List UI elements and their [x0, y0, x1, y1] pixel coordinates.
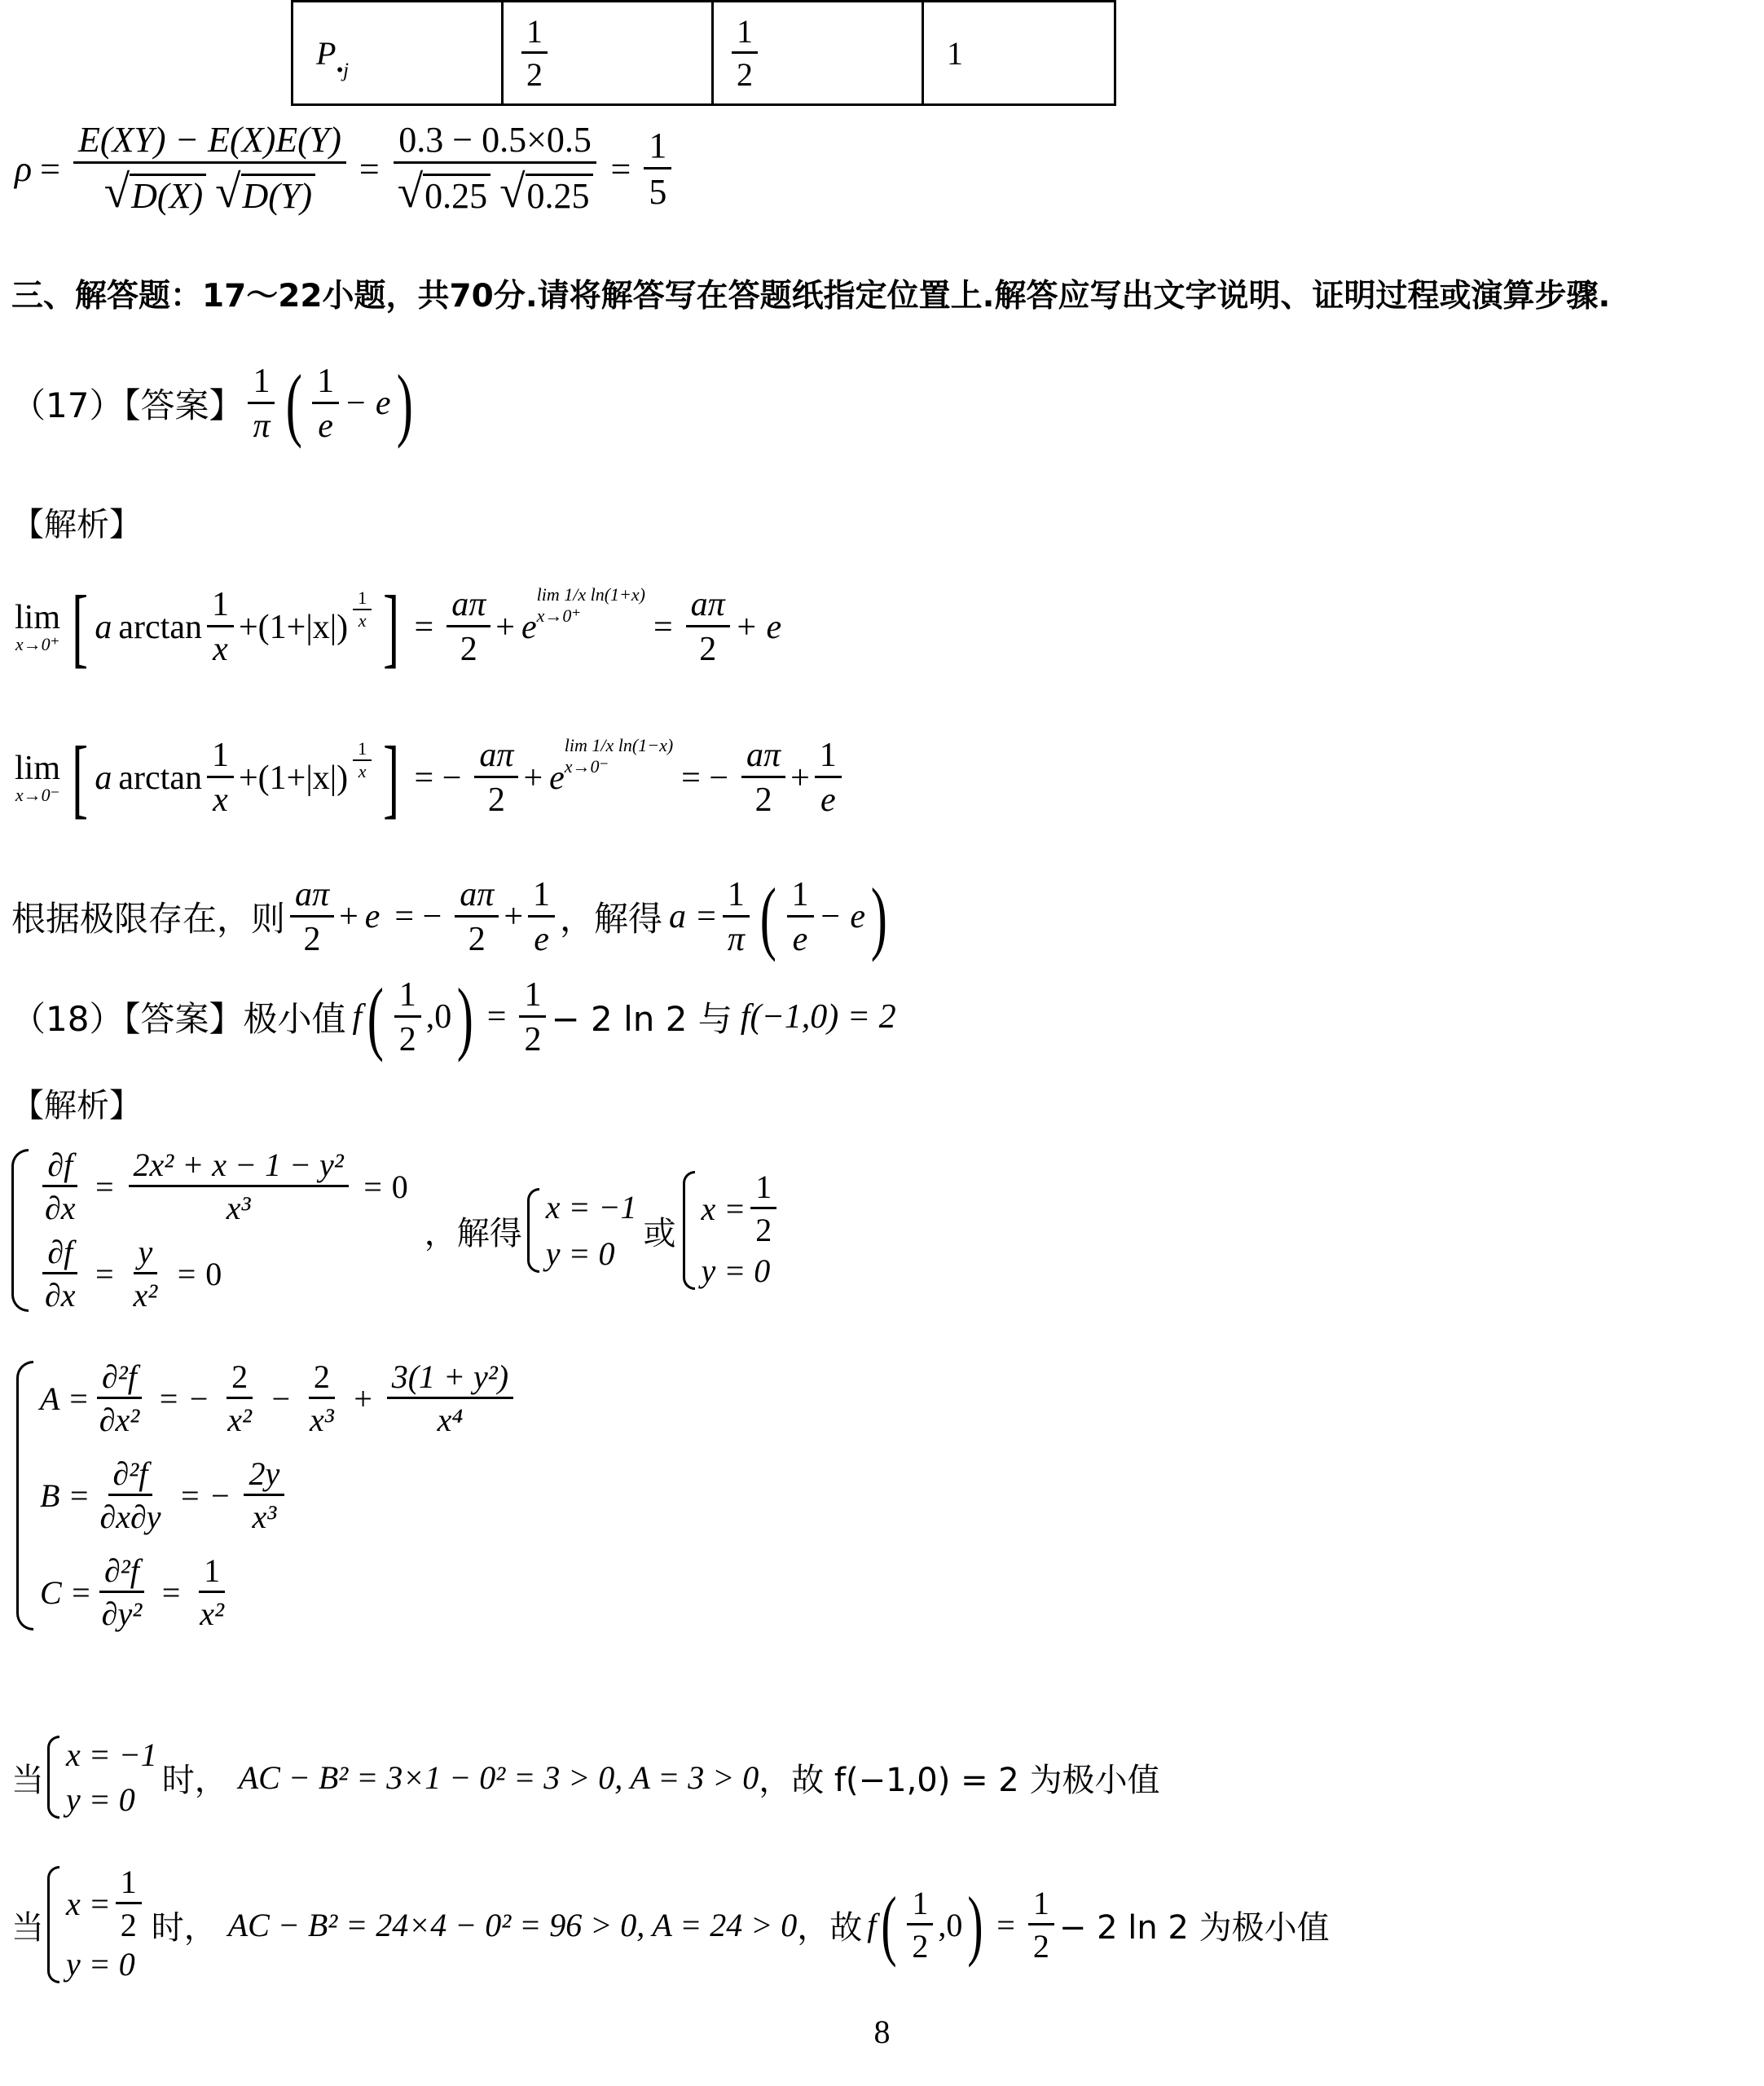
q18-case-1: 当 x = −1 y = 0 时， AC − B² = 3×1 − 0² = 3 > 0, A = 3 > 0 ，故 f(−1,0) = 2 为极小值 [11, 1736, 1160, 1818]
table-cell [923, 2, 1115, 105]
q17-analysis-heading: 【解析】 [11, 506, 142, 544]
q17-inner-tail: − e [344, 385, 391, 423]
fx-numerator: 2x² + x − 1 − y² [129, 1149, 349, 1187]
rho-den-val-b: 0.25 [526, 174, 593, 215]
row-label: P [316, 34, 337, 72]
q18-label: （18）【答案】极小值 [11, 999, 346, 1040]
q17-ans-den: π [253, 407, 271, 445]
arctan-word: arctan [118, 608, 202, 646]
lim-sub: x→0⁺ [15, 633, 60, 654]
row-label-cell [293, 2, 503, 105]
q17-answer: （17）【答案】 $\frac{1}{\pi}$ ( $\frac{1}{e}$ − e ) [11, 358, 413, 449]
cell-den: 2 [737, 55, 753, 93]
rho-num-values: 0.3 − 0.5×0.5 [394, 122, 596, 164]
q17-ans-num: 1 [248, 364, 275, 404]
table-cell [713, 2, 923, 105]
q17-label: （17）【答案】 [11, 385, 244, 426]
cell-num: 1 [732, 15, 758, 54]
q18-abc-system: A = $\frac{\text{∂²f}}{\text{∂x²}}$ = − $\frac{2}{\text{x²}}$ − $\frac{2}{\text{x³}}$ + $\frac{\text{3(1 + y²)}}{\text{x⁴}}$ B = $\frac{\text{∂²f}}{\partial x\partial y}$ = − $\frac{2y}{\text{x³}}$ C = $\frac{\text{∂²f}}{\text{∂y²}}$ = $\frac{1}{\text{x²}}$ [16, 1361, 518, 1631]
q17-inner-den: e [318, 407, 333, 445]
lim-sub: x→0⁻ [15, 784, 60, 805]
q17-limit-right: lim x→0⁺ [ a arctan $\frac{1}{x}$ + (1+|x|) $\frac{1}{x}$ ] = $\frac{a\pi}{2}$ + e lim 1/x ln(1+x) x→0⁺ = $\frac{a\pi}{2}$ + e [15, 578, 782, 676]
q18-answer: （18）【答案】极小值 f ( $\frac{1}{2}$ ,0 ) = $\frac{1}{2}$ − 2 ln 2 与 f(−1,0) = 2 [11, 971, 896, 1063]
rho-result-num: 1 [644, 128, 671, 169]
fy-numerator: y [134, 1236, 158, 1274]
q17-limit-left: lim x→0⁻ [ a arctan $\frac{1}{x}$ + (1+|x|) $\frac{1}{x}$ ] = − $\frac{a\pi}{2}$ + e lim 1/x ln(1−x) x→0⁻ = − $\frac{a\pi}{2}$ + $\frac{1}{e}$ [15, 733, 847, 822]
conclusion-mid: ，解得 [560, 899, 663, 940]
q18-case-2: 当 x = $\frac{1}{2}$ y = 0 时， AC − B² = 24×4 − 0² = 96 > 0, A = 24 > 0 ，故 f ( $\frac{1}{2}$ ,0 ) = $\frac{1}{2}$ − 2 ln 2 为极小值 [11, 1864, 1330, 1983]
lim-word: lim [15, 598, 61, 636]
rho-numerator: E(XY) − E(X)E(Y) [73, 122, 346, 164]
rho-den-a: D(X) [130, 174, 206, 215]
cell-value: 1 [947, 34, 963, 72]
case2-conclusion: − 2 ln 2 为极小值 [1058, 1908, 1330, 1947]
case1-calc: AC − B² = 3×1 − 0² = 3 > 0, A = 3 > 0 [238, 1758, 759, 1796]
fy-denominator: x² [133, 1277, 158, 1314]
section-heading: 三、解答题：17～22小题，共70分.请将解答写在答题纸指定位置上.解答应写出文字说明、证明过程或演算步骤. [11, 278, 1611, 315]
table-row [293, 2, 1115, 105]
row-label-sub: •j [336, 59, 350, 81]
one-plus-abs: (1+|x|) [257, 608, 349, 646]
rho-formula: ρ = E(XY) − E(X)E(Y) √ D(X) √ D(Y) = 0.3 − 0.5×0.5 √ 0.25 √ 0.25 = $\frac{1}{5}$ [15, 122, 676, 215]
q18-partials: $\frac{\partial f}{\partial x}$ = $\frac{\text{2x² + x − 1 − y²}}{\text{x³}}$ = 0 $\frac{\partial f}{\partial x}$ = $\frac{y}{\text{x²}}$ = 0 ，解得 x = −1 y = 0 或 x = $\frac{1}{2}$ y = 0 [11, 1149, 781, 1312]
q18-f2: f(−1,0) = 2 [740, 998, 896, 1036]
probability-table [291, 0, 1116, 106]
cell-num: 1 [521, 15, 548, 54]
rho-den-b: D(Y) [241, 174, 316, 215]
q17-conclusion: 根据极限存在，则 $\frac{a\pi}{2}$ + e = − $\frac{a\pi}{2}$ + $\frac{1}{e}$ ，解得 a = $\frac{1}{\pi}$ ( $\frac{1}{e}$ − e ) [11, 871, 887, 962]
fx-denominator: x³ [226, 1190, 251, 1226]
case2-calc: AC − B² = 24×4 − 0² = 96 > 0, A = 24 > 0 [227, 1906, 798, 1943]
B-label: B = [40, 1477, 90, 1514]
q17-exp-left: lim 1/x ln(1−x) x→0⁻ [564, 734, 674, 777]
A-label: A = [40, 1380, 90, 1417]
q17-exp-right: lim 1/x ln(1+x) x→0⁺ [536, 583, 645, 626]
rho-den-val-a: 0.25 [423, 174, 490, 215]
q18-analysis-heading: 【解析】 [11, 1087, 142, 1124]
rho-symbol: ρ [15, 148, 33, 189]
page-number: 8 [873, 2013, 891, 2050]
q18-rhs: − 2 ln 2 与 [551, 999, 732, 1040]
cell-den: 2 [526, 55, 543, 93]
C-label: C = [40, 1574, 92, 1611]
q17-inner-num: 1 [312, 364, 339, 404]
rho-result-den: 5 [649, 171, 667, 212]
case1-conclusion: ，故 f(−1,0) = 2 为极小值 [759, 1761, 1160, 1799]
table-cell [503, 2, 713, 105]
conclusion-pre: 根据极限存在，则 [11, 899, 286, 940]
